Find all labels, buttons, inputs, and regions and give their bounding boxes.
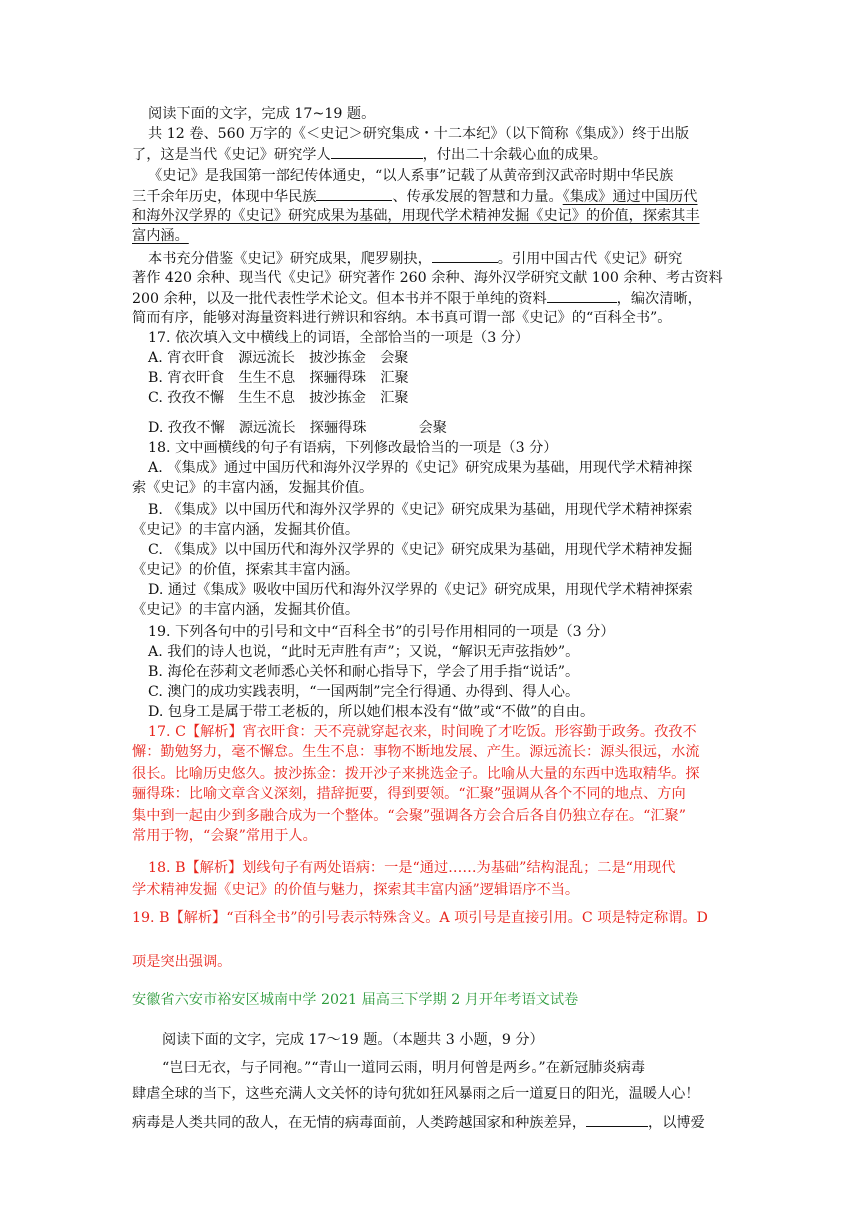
passage-line: 著作 420 余种、现当代《史记》研究著作 260 余种、海外汉学研究文献 100 余种、考古资料 — [132, 270, 723, 286]
underlined-sentence: 和海外汉学界的《史记》研究成果为基础，用现代学术精神发掘《史记》的价值，探索其丰 — [132, 208, 700, 224]
passage-line — [132, 288, 702, 309]
text-segment: ，以博爱 — [648, 1115, 705, 1131]
question-17: 17. 依次填入文中横线上的词语，全部恰当的一项是（3 分） — [148, 330, 530, 346]
option-d-continued: 《史记》的丰富内涵，发掘其价值。 — [132, 602, 360, 618]
underlined-sentence: 富内涵。 — [132, 228, 189, 244]
passage-line — [132, 144, 607, 165]
text-segment: 200 余种，以及一批代表性学术论文。但本书并不限于单纯的资料 — [132, 291, 547, 307]
text-segment: 、传承发展的智慧和力量。 — [392, 189, 563, 205]
option-a-continued: 索《史记》的丰富内涵，发掘其价值。 — [132, 480, 374, 496]
option-c: C. 澳门的成功实践表明，“一国两制”完全行得通、办得到、得人心。 — [148, 684, 580, 700]
passage-line — [132, 1112, 705, 1133]
question-18: 18. 文中画横线的句子有语病，下列修改最恰当的一项是（3 分） — [148, 440, 558, 456]
answer-17-line: 很长。比喻历史悠久。披沙拣金：拨开沙子来挑选金子。比喻从大量的东西中选取精华。探 — [132, 766, 700, 782]
option-d: D. 通过《集成》吸收中国历代和海外汉学界的《史记》研究成果，用现代学术精神探索 — [148, 582, 693, 598]
passage-line: 肆虐全球的当下，这些充满人文关怀的诗句犹如狂风暴雨之后一道夏日的阳光，温暖人心！ — [132, 1086, 700, 1102]
reading-instruction: 阅读下面的文字，完成 17～19 题。（本题共 3 小题，9 分） — [162, 1032, 544, 1048]
text-segment: ，编次清晰， — [616, 291, 702, 307]
option-b: B. 宵衣旰食 生生不息 探骊得珠 汇聚 — [148, 370, 409, 386]
blank-line — [316, 186, 392, 201]
passage-line: 简而有序，能够对海量资料进行辨识和容纳。本书真可谓一部《史记》的“百科全书”。 — [132, 310, 672, 326]
passage-line: 《史记》是我国第一部纪传体通史，“以人系事”记载了从黄帝到汉武帝时期中华民族 — [148, 168, 674, 184]
option-c-continued: 《史记》的价值，探索其丰富内涵。 — [132, 562, 360, 578]
text-segment: D. 孜孜不懈 源远流长 探骊得珠 — [148, 420, 367, 436]
option-a: A. 我们的诗人也说，“此时无声胜有声”；又说，“解识无声弦指妙”。 — [148, 644, 580, 660]
answer-17-line: 常用于物，“会聚”常用于人。 — [132, 828, 317, 844]
text-segment: ，付出二十余载心血的成果。 — [422, 147, 608, 163]
blank-line — [331, 144, 423, 159]
option-a: A. 《集成》通过中国历代和海外汉学界的《史记》研究成果为基础，用现代学术精神探 — [148, 460, 693, 476]
text-segment: 。引用中国古代《史记》研究 — [497, 251, 683, 267]
underlined-sentence: 《集成》通过中国历代 — [562, 189, 698, 205]
option-a: A. 宵衣旰食 源远流长 披沙拣金 会聚 — [148, 350, 409, 366]
blank-line — [432, 248, 498, 263]
passage-line: “岂曰无衣，与子同袍。”“青山一道同云雨，明月何曾是两乡。”在新冠肺炎病毒 — [162, 1060, 646, 1076]
answer-17-line: 集中到一起由少到多融合成为一个整体。“会聚”强调各方会合后各自仍独立存在。“汇聚” — [132, 808, 686, 824]
option-b-continued: 《史记》的丰富内涵，发掘其价值。 — [132, 522, 360, 538]
blank-line — [586, 1112, 648, 1127]
answer-18-line: 学术精神发掘《史记》的价值与魅力，探索其丰富内涵”逻辑语序不当。 — [132, 882, 580, 898]
reading-instruction: 阅读下面的文字，完成 17~19 题。 — [148, 106, 376, 122]
answer-18: 18. B【解析】划线句子有两处语病：一是“通过……为基础”结构混乱；二是“用现代 — [148, 860, 676, 876]
blank-line — [547, 288, 617, 303]
passage-line — [132, 186, 698, 207]
option-c: C. 孜孜不懈 生生不息 披沙拣金 汇聚 — [148, 390, 409, 406]
answer-17-line: 懈：勤勉努力，毫不懈怠。生生不息：事物不断地发展、产生。源远流长：源头很远，水流 — [132, 744, 700, 760]
option-b: B. 《集成》以中国历代和海外汉学界的《史记》研究成果为基础，用现代学术精神探索 — [148, 502, 693, 518]
answer-17: 17. C【解析】宵衣旰食：天不亮就穿起衣来，时间晚了才吃饭。形容勤于政务。孜孜不 — [148, 724, 697, 740]
question-19: 19. 下列各句中的引号和文中“百科全书”的引号作用相同的一项是（3 分） — [148, 624, 615, 640]
text-segment: 病毒是人类共同的敌人，在无情的病毒面前，人类跨越国家和种族差异， — [132, 1115, 587, 1131]
text-segment: 会聚 — [418, 420, 447, 436]
answer-19: 19. B【解析】“百科全书”的引号表示特殊含义。A 项引号是直接引用。C 项是特定称谓。D — [132, 910, 708, 926]
text-segment: 三千余年历史，体现中华民族 — [132, 189, 317, 205]
option-d — [148, 418, 447, 438]
option-b: B. 海伦在莎莉文老师悉心关怀和耐心指导下，学会了用手指“说话”。 — [148, 664, 580, 680]
option-c: C. 《集成》以中国历代和海外汉学界的《史记》研究成果为基础，用现代学术精神发掘 — [148, 542, 693, 558]
option-d: D. 包身工是属于带工老板的，所以她们根本没有“做”或“不做”的自由。 — [148, 704, 595, 720]
passage-line: 共 12 卷、560 万字的《＜史记＞研究集成・十二本纪》（以下简称《集成》）终于出版 — [148, 126, 690, 142]
text-segment: 了，这是当代《史记》研究学人 — [132, 147, 331, 163]
answer-17-line: 骊得珠：比喻文章含义深刻，措辞扼要，得到要领。“汇聚”强调从各个不同的地点、方向 — [132, 786, 686, 802]
section-title: 安徽省六安市裕安区城南中学 2021 届高三下学期 2 月开年考语文试卷 — [132, 992, 579, 1008]
passage-line — [148, 248, 682, 269]
text-segment: 本书充分借鉴《史记》研究成果，爬罗剔抉， — [148, 251, 432, 267]
answer-19-line: 项是突出强调。 — [132, 954, 232, 970]
